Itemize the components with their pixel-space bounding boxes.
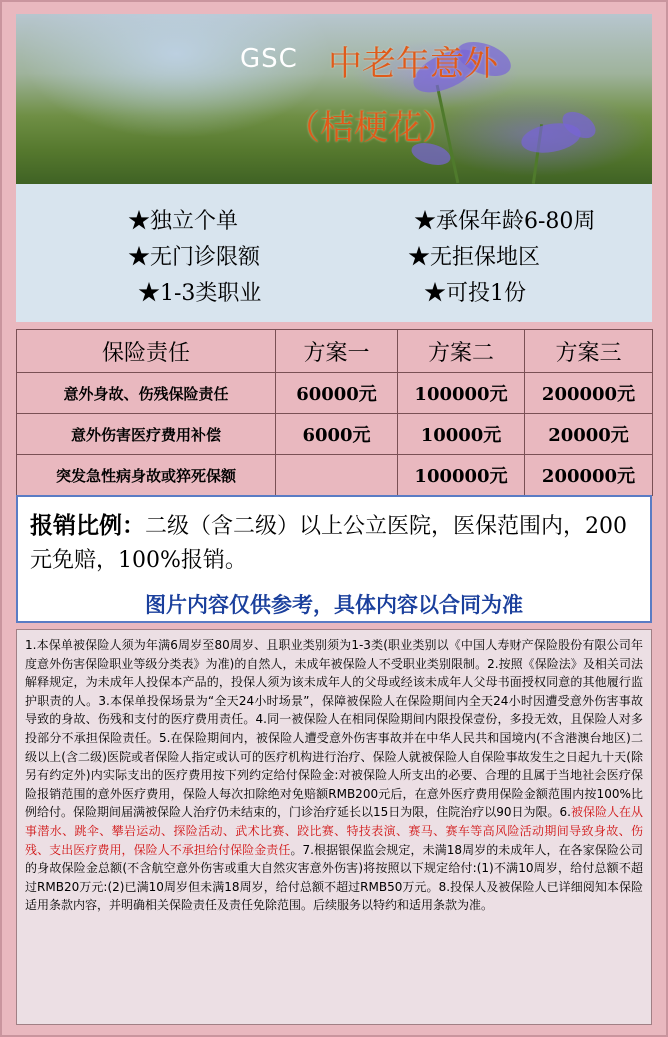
table-header-cell: 方案二 <box>398 330 525 373</box>
table-cell: 100000元 <box>398 373 525 414</box>
terms-part: 。7.根据银保监会规定，未满18周岁的未成年人，在各家保险公司的身故保险金总额(不含航空意外伤害或重大自然灾害意外伤害)将按照以下规定给付:(1)不满10周岁，给付总额不超过RMB20万元:(2)已满10周岁但未满18周岁，给付总额不超过RMB50万元。8.投保人及被保险人已详细阅知本保险适用条款内容，并明确相关保险责任及责任免除范围。后续服务以特约和适用条款为准。 <box>25 842 643 913</box>
reimbursement-box <box>16 495 652 623</box>
feature-item: ★承保年龄6-80周 <box>414 209 596 234</box>
table-header-cell: 保险责任 <box>17 330 276 373</box>
table-cell: 20000元 <box>525 414 653 455</box>
table-cell: 10000元 <box>398 414 525 455</box>
page-title: 中老年意外 <box>328 44 498 84</box>
terms-text <box>25 636 643 915</box>
reimbursement-text <box>30 509 638 578</box>
table-row <box>17 373 653 414</box>
terms-part: 1.本保单被保险人须为年满6周岁至80周岁、且职业类别须为1-3类(职业类别以《中国人寿财产保险股份有限公司年度意外伤害保险职业等级分类表》为准)的自然人，未成年被保险人不受职业类别限制。2.按照《保险法》及相关司法解释规定，为未成年人投保本产品的，投保人须为该未成年人的父母或经该未成年人父母书面授权同意的其他履行监护职责的人。3.本保单投保场景为“全天24小时场景”，保障被保险人在保险期间内全天24小时因遭受意外伤害事故导致的身故、伤残和支付的医疗费用责任。4.同一被保险人在相同保险期间内限投保壹份，多投无效，且保险人对多投部分不承担保险责任。5.在保险期间内，被保险人遭受意外伤害事故并在中华人民共和国境内(不含港澳台地区)二级以上(含二级)医院或者保险人指定或认可的医疗机构进行治疗、保险人就被保险人自保险事故发生之日起九十天(除另有约定外)内实际支出的医疗费用按下列约定给付保险金:对被保险人所支出的必要、合理的且属于当地社会医疗保险报销范围的意外医疗费用，保险人每次扣除绝对免赔额RMB200元后，在意外医疗费用保险金额范围内按100%比例给付。保险期间届满被保险人治疗仍未结束的，门诊治疗延长以15日为限，住院治疗以90日为限。6. <box>25 638 643 820</box>
table-row <box>17 455 653 496</box>
terms-exclusion: 被保险人在从事潜水、跳伞、攀岩运动、探险活动、武术比赛、跤比赛、特技表演、赛马、赛车等高风险活动期间导致身故、伤残、支出医疗费用，保险人不承担给付保险金责任 <box>25 805 644 857</box>
feature-item: ★可投1份 <box>424 281 526 306</box>
coverage-name: 突发急性病身故或猝死保额 <box>17 455 276 496</box>
table-cell: 200000元 <box>525 373 653 414</box>
table-header-row <box>17 330 653 373</box>
coverage-name: 意外伤害医疗费用补偿 <box>17 414 276 455</box>
coverage-table <box>16 329 653 496</box>
feature-list <box>16 184 652 322</box>
table-cell: 60000元 <box>276 373 398 414</box>
feature-item: ★1-3类职业 <box>138 281 262 306</box>
coverage-name: 意外身故、伤残保险责任 <box>17 373 276 414</box>
table-header-cell: 方案三 <box>525 330 653 373</box>
reimbursement-label: 报销比例： <box>30 512 145 539</box>
disclaimer-note: 图片内容仅供参考，具体内容以合同为准 <box>145 593 523 617</box>
table-header-cell: 方案一 <box>276 330 398 373</box>
page-subtitle: （桔梗花） <box>286 108 456 148</box>
table-cell: 100000元 <box>398 455 525 496</box>
feature-item: ★无拒保地区 <box>408 245 541 270</box>
header-banner <box>16 14 652 184</box>
feature-item: ★独立个单 <box>128 209 239 234</box>
terms-box <box>16 629 652 1025</box>
brand-label: GSC <box>240 44 298 74</box>
reimbursement-detail: 二级（含二级）以上公立医院，医保范围内，200元免赔，100%报销。 <box>30 514 627 573</box>
table-row <box>17 414 653 455</box>
table-cell: 6000元 <box>276 414 398 455</box>
table-cell: 200000元 <box>525 455 653 496</box>
feature-item: ★无门诊限额 <box>128 245 261 270</box>
table-cell <box>276 455 398 496</box>
